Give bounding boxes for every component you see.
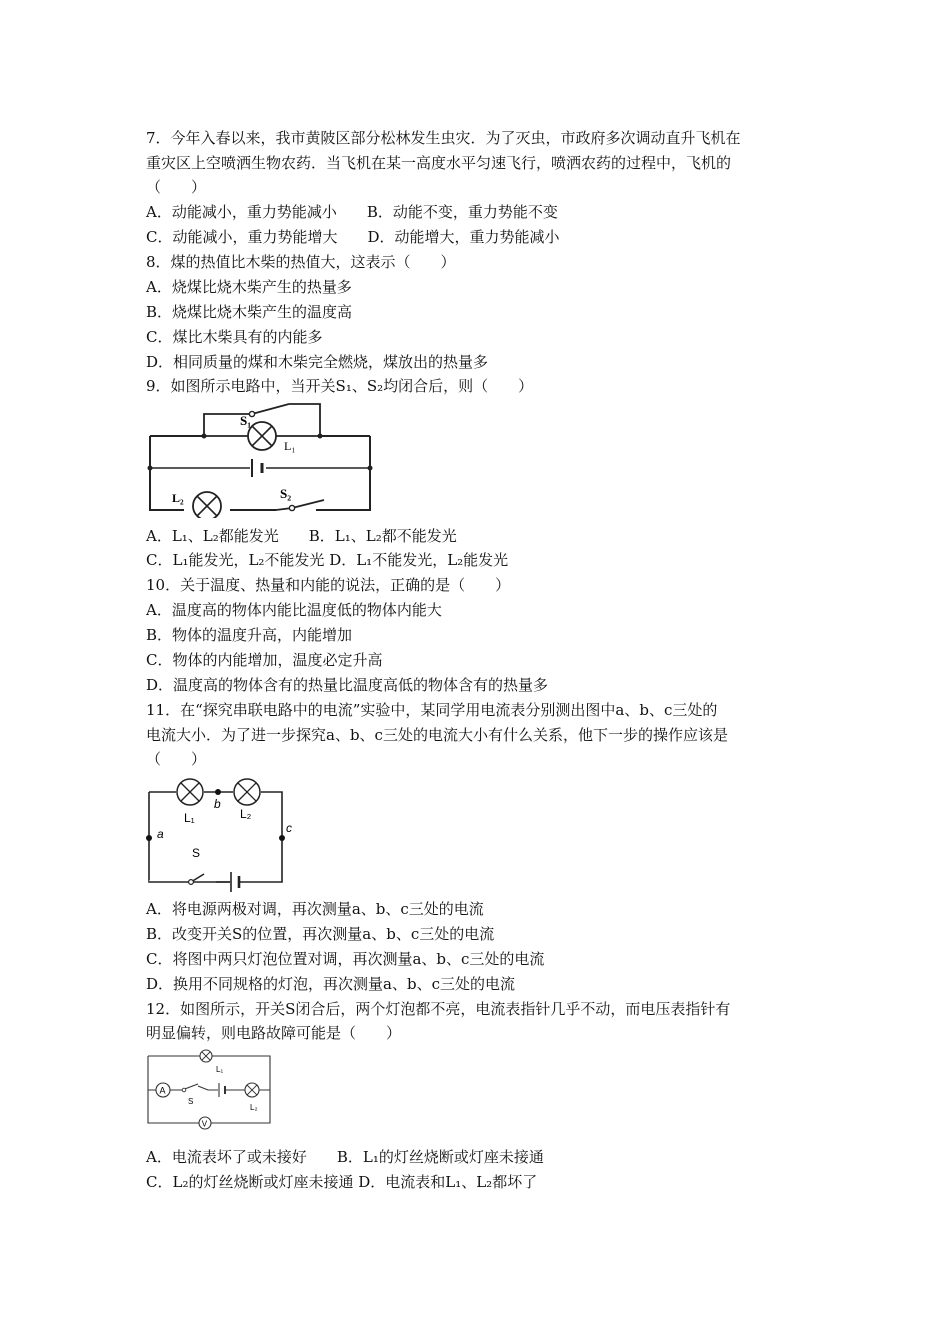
q11-label-c: c [286, 821, 292, 835]
q9-switch-s2-blade [292, 500, 324, 508]
q9-switch-s1-blade [252, 404, 289, 414]
q12-option-cd: C．L₂的灯丝烧断或灯座未接通 D．电流表和L₁、L₂都坏了 [146, 1173, 538, 1191]
q12-ammeter-icon [156, 1083, 170, 1097]
q11-option-d: D．换用不同规格的灯泡，再次测量a、b、c三处的电流 [146, 975, 515, 993]
q7-stem-line-1: 7．今年入春以来，我市黄陂区部分松林发生虫灾．为了灭虫，市政府多次调动直升飞机在 [146, 129, 741, 147]
q11-label-l1: L₁ [184, 811, 195, 825]
q12-label-l1: L₁ [216, 1065, 224, 1074]
q9-label-l2: L₂ [172, 491, 184, 505]
q12-switch-contact [182, 1088, 186, 1092]
q12-voltmeter-icon [199, 1117, 211, 1129]
q10-option-b: B．物体的温度升高，内能增加 [146, 626, 353, 644]
q7-option-cd: C．动能减小，重力势能增大 D．动能增大，重力势能减小 [146, 228, 560, 246]
q11-label-s: S [192, 846, 201, 860]
q8-option-a: A．烧煤比烧木柴产生的热量多 [146, 278, 352, 296]
q11-point-b [215, 789, 221, 795]
q11-option-b: B．改变开关S的位置，再次测量a、b、c三处的电流 [146, 925, 495, 943]
svg-text:A: A [159, 1085, 166, 1096]
q12-stem-line-2: 明显偏转，则电路故障可能是（ ） [146, 1024, 402, 1042]
q12-lamp-l1-icon [200, 1050, 212, 1062]
q11-point-c [279, 835, 285, 841]
svg-text:V: V [201, 1119, 208, 1129]
q9-label-l1: L₁ [284, 439, 296, 453]
q12-lamp-l2-icon [245, 1083, 259, 1097]
q12-label-s: S [188, 1097, 194, 1106]
q9-label-s1: S₁ [240, 413, 252, 428]
q12-stem-line-1: 12．如图所示，开关S闭合后，两个灯泡都不亮，电流表指针几乎不动，而电压表指针有 [146, 1000, 731, 1018]
q9-stem: 9．如图所示电路中，当开关S₁、S₂均闭合后，则（ ） [146, 377, 534, 395]
q11-label-a: a [157, 827, 164, 841]
q7-stem-line-2: 重灾区上空喷洒生物农药．当飞机在某一高度水平匀速飞行，喷洒农药的过程中，飞机的 [146, 154, 732, 172]
q9-label-s2: S₂ [280, 486, 292, 501]
q9-circuit-diagram [144, 398, 376, 518]
q11-stem-line-2: 电流大小．为了进一步探究a、b、c三处的电流大小有什么关系，他下一步的操作应该是 [146, 726, 728, 744]
q10-option-c: C．物体的内能增加，温度必定升高 [146, 651, 383, 669]
q11-option-c: C．将图中两只灯泡位置对调，再次测量a、b、c三处的电流 [146, 950, 545, 968]
q11-label-b: b [214, 797, 221, 811]
q8-stem: 8．煤的热值比木柴的热值大，这表示（ ） [146, 253, 456, 271]
q9-lamp-l1-icon [248, 422, 276, 450]
q9-option-ab: A．L₁、L₂都能发光 B．L₁、L₂都不能发光 [146, 527, 457, 545]
q11-switch-contact [189, 880, 194, 885]
q8-option-c: C．煤比木柴具有的内能多 [146, 328, 323, 346]
q9-lamp-l2-icon [193, 492, 221, 518]
q10-stem: 10．关于温度、热量和内能的说法，正确的是（ ） [146, 576, 511, 594]
q11-lamp-l2-icon [234, 779, 260, 805]
q9-option-cd: C．L₁能发光，L₂不能发光 D．L₁不能发光，L₂能发光 [146, 551, 509, 569]
q11-stem-line-3: （ ） [146, 750, 207, 768]
q11-circuit-diagram [144, 770, 296, 894]
q12-option-ab: A．电流表坏了或未接好 B．L₁的灯丝烧断或灯座未接通 [146, 1148, 544, 1166]
q11-lamp-l1-icon [177, 779, 203, 805]
q12-circuit-diagram [144, 1046, 274, 1132]
q11-label-l2: L₂ [240, 807, 252, 821]
q12-label-l2: L₂ [250, 1103, 258, 1112]
q10-option-a: A．温度高的物体内能比温度低的物体内能大 [146, 601, 442, 619]
q8-option-d: D．相同质量的煤和木柴完全燃烧，煤放出的热量多 [146, 353, 489, 371]
q7-option-ab: A．动能减小，重力势能减小 B．动能不变，重力势能不变 [146, 203, 558, 221]
q11-point-a [146, 835, 152, 841]
q11-option-a: A．将电源两极对调，再次测量a、b、c三处的电流 [146, 900, 484, 918]
q9-switch-s2-contact [289, 505, 294, 510]
q7-stem-line-3: （ ） [146, 178, 207, 196]
q10-option-d: D．温度高的物体含有的热量比温度高低的物体含有的热量多 [146, 676, 549, 694]
q8-option-b: B．烧煤比烧木柴产生的温度高 [146, 303, 353, 321]
q11-stem-line-1: 11．在“探究串联电路中的电流”实验中，某同学用电流表分别测出图中a、b、c三处的 [146, 701, 718, 719]
